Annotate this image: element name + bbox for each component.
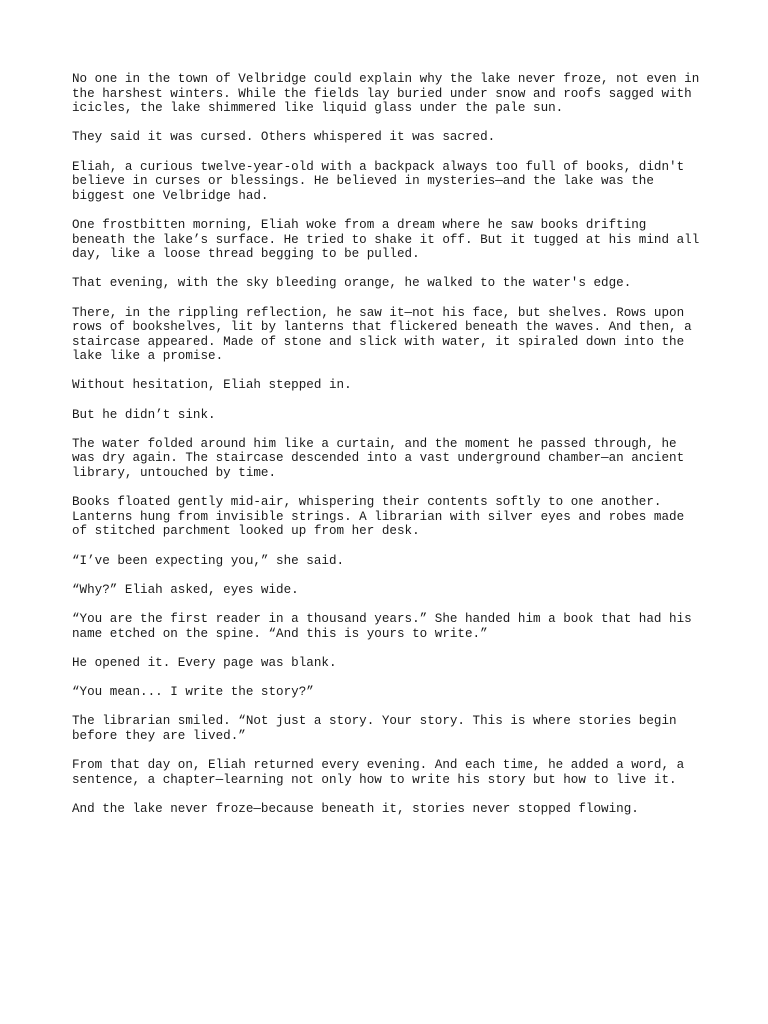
paragraph: “You mean... I write the story?”	[72, 684, 314, 699]
paragraph: The librarian smiled. “Not just a story. Your story. This is where stories begin before they are lived.”	[72, 714, 677, 743]
paragraph: One frostbitten morning, Eliah woke from a dream where he saw books drifting beneath the lake’s surface. He tried to shake it off. But it tugged at his mind all day, like a loose thread begging to be pulled.	[72, 217, 700, 262]
paragraph: And the lake never froze—because beneath it, stories never stopped flowing.	[72, 801, 639, 816]
paragraph: Eliah, a curious twelve-year-old with a backpack always too full of books, didn't believe in curses or blessings. He believed in mysteries—and the lake was the biggest one Velbridge had.	[72, 159, 685, 203]
paragraph: No one in the town of Velbridge could explain why the lake never froze, not even in the harshest winters. While the fields lay buried under snow and roofs sagged with icicles, the lake shimmered like liquid glass under the pale sun.	[72, 72, 700, 116]
paragraph: “I’ve been expecting you,” she said.	[72, 553, 345, 568]
paragraph: They said it was cursed. Others whispered it was sacred.	[72, 130, 496, 145]
paragraph: There, in the rippling reflection, he saw it—not his face, but shelves. Rows upon rows of bookshelves, lit by lanterns that flickered beneath the waves. And then, a staircase appeared. Made of stone and slick with water, it spiraled down into the lake like a promise.	[72, 305, 692, 364]
paragraph: That evening, with the sky bleeding orange, he walked to the water's edge.	[72, 276, 632, 291]
paragraph: Books floated gently mid-air, whispering their contents softly to one another. Lanterns hung from invisible strings. A librarian with silver eyes and robes made of stitched parchment looked up from her desk.	[72, 495, 685, 539]
paragraph: The water folded around him like a curtain, and the moment he passed through, he was dry again. The staircase descended into a vast underground chamber—an ancient library, untouched by time.	[72, 436, 685, 481]
paragraph: “Why?” Eliah asked, eyes wide.	[72, 582, 299, 597]
paragraph: “You are the first reader in a thousand years.” She handed him a book that had his name etched on the spine. “And this is yours to write.”	[72, 611, 692, 641]
paragraph: He opened it. Every page was blank.	[72, 655, 337, 670]
paragraph: Without hesitation, Eliah stepped in.	[72, 378, 352, 393]
paragraph: But he didn’t sink.	[72, 407, 216, 422]
document-page	[72, 72, 712, 831]
paragraph: From that day on, Eliah returned every evening. And each time, he added a word, a sentence, a chapter—learning not only how to write his story but how to live it.	[72, 757, 685, 787]
